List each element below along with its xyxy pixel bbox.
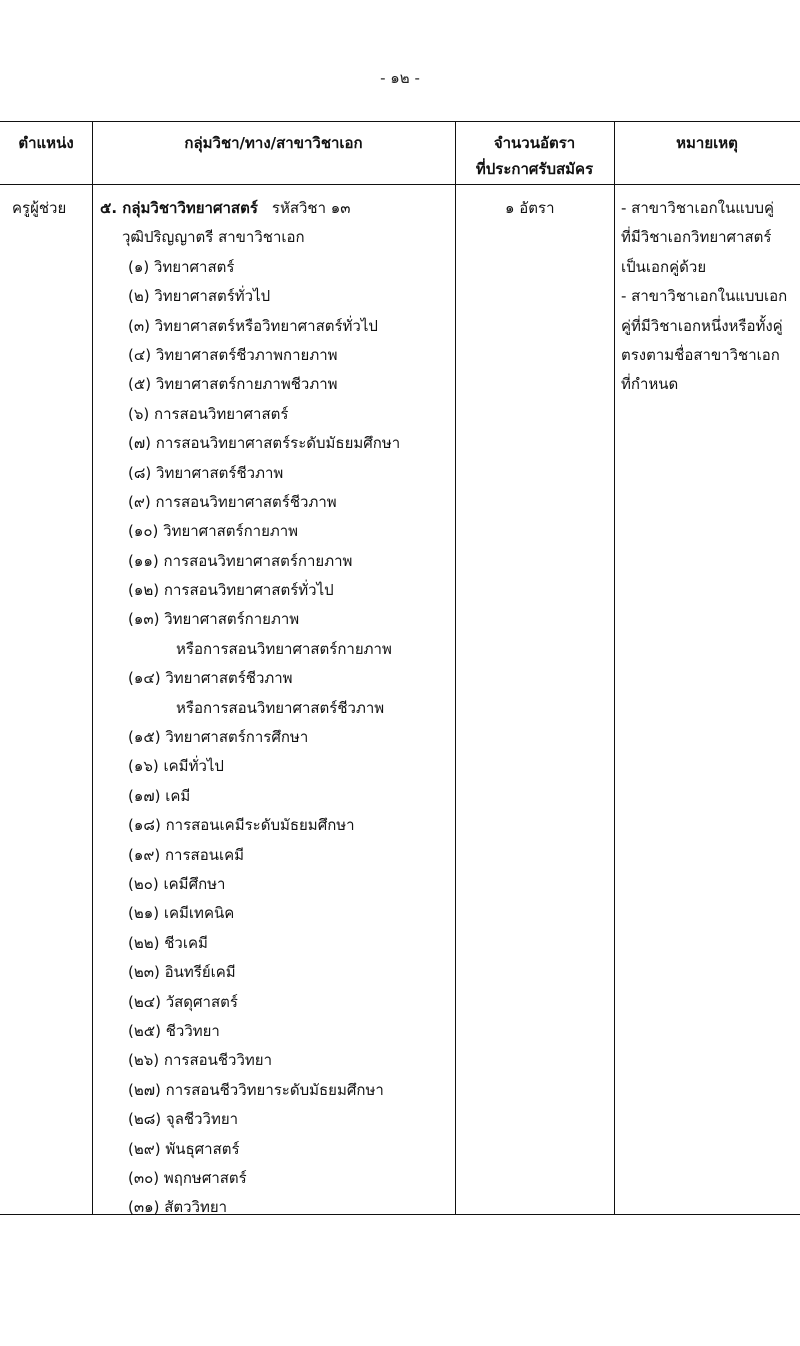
major-item: (๒๐) เคมีศึกษา [128, 874, 226, 893]
header-vacancies-line1: จำนวนอัตรา [493, 134, 576, 152]
remark-line: คู่ที่มีวิชาเอกหนึ่งหรือทั้งคู่ [621, 316, 783, 335]
remark-line: ที่กำหนด [621, 375, 679, 394]
major-item: (๓๐) พฤกษศาสตร์ [128, 1168, 247, 1187]
major-item: (๑๕) วิทยาศาสตร์การศึกษา [128, 728, 309, 747]
major-item: (๑๗) เคมี [128, 786, 191, 805]
major-item: (๑๑) การสอนวิทยาศาสตร์กายภาพ [128, 551, 353, 570]
major-item: (๒๔) วัสดุศาสตร์ [128, 992, 238, 1011]
header-position: ตำแหน่ง [18, 134, 74, 152]
group-title: ๕. กลุ่มวิชาวิทยาศาสตร์ [100, 199, 258, 217]
major-item: (๘) วิทยาศาสตร์ชีวภาพ [128, 463, 284, 482]
major-item: (๑๘) การสอนเคมีระดับมัธยมศึกษา [128, 816, 355, 835]
subject-cell [100, 194, 470, 1223]
major-item: (๓๑) สัตววิทยา [128, 1198, 228, 1217]
group-title-row [100, 194, 470, 223]
page-number: - ๑๒ - [380, 69, 420, 87]
major-item: (๒๖) การสอนชีววิทยา [128, 1051, 272, 1070]
major-item-continuation: หรือการสอนวิทยาศาสตร์กายภาพ [176, 639, 392, 658]
header-remarks: หมายเหตุ [676, 134, 738, 152]
major-item: (๑๐) วิทยาศาสตร์กายภาพ [128, 522, 299, 541]
remarks-cell [621, 194, 800, 400]
header-divider [0, 184, 800, 185]
major-item: (๕) วิทยาศาสตร์กายภาพชีวภาพ [128, 375, 338, 394]
major-item: (๑๙) การสอนเคมี [128, 845, 245, 864]
degree-line: วุฒิปริญญาตรี สาขาวิชาเอก [122, 228, 305, 247]
position-cell: ครูผู้ช่วย [12, 199, 67, 217]
major-item: (๒๒) ชีวเคมี [128, 933, 208, 952]
header-vacancies [455, 130, 614, 182]
remark-line: - สาขาวิชาเอกในแบบคู่ [621, 199, 775, 217]
major-item: (๒๕) ชีววิทยา [128, 1021, 220, 1040]
major-item: (๑๓) วิทยาศาสตร์กายภาพ [128, 610, 300, 629]
vacancy-table [0, 121, 800, 1215]
major-item: (๔) วิทยาศาสตร์ชีวภาพกายภาพ [128, 345, 338, 364]
major-item: (๑) วิทยาศาสตร์ [128, 257, 235, 276]
group-code: รหัสวิชา ๑๓ [271, 199, 351, 217]
major-item: (๓) วิทยาศาสตร์หรือวิทยาศาสตร์ทั่วไป [128, 316, 378, 335]
major-item-continuation: หรือการสอนวิทยาศาสตร์ชีวภาพ [176, 698, 385, 717]
remark-line: ที่มีวิชาเอกวิทยาศาสตร์ [621, 228, 772, 247]
header-subject: กลุ่มวิชา/ทาง/สาขาวิชาเอก [184, 134, 363, 152]
remark-line: ตรงตามชื่อสาขาวิชาเอก [621, 346, 780, 365]
major-item: (๒๘) จุลชีววิทยา [128, 1110, 239, 1129]
major-item: (๑๒) การสอนวิทยาศาสตร์ทั่วไป [128, 581, 334, 600]
major-item: (๒๓) อินทรีย์เคมี [128, 963, 236, 982]
column-divider [92, 122, 93, 1214]
major-item: (๒๙) พันธุศาสตร์ [128, 1139, 240, 1158]
major-item: (๒) วิทยาศาสตร์ทั่วไป [128, 287, 271, 306]
remark-line: - สาขาวิชาเอกในแบบเอก [621, 287, 788, 306]
major-item: (๒๗) การสอนชีววิทยาระดับมัธยมศึกษา [128, 1080, 384, 1099]
major-item: (๙) การสอนวิทยาศาสตร์ชีวภาพ [128, 492, 337, 511]
major-item: (๒๑) เคมีเทคนิค [128, 904, 235, 923]
vacancies-cell: ๑ อัตรา [505, 199, 555, 217]
header-vacancies-line2: ที่ประกาศรับสมัคร [475, 160, 594, 178]
major-item: (๑๖) เคมีทั่วไป [128, 757, 224, 776]
remark-line: เป็นเอกคู่ด้วย [621, 257, 707, 276]
major-item: (๗) การสอนวิทยาศาสตร์ระดับมัธยมศึกษา [128, 434, 401, 453]
major-item: (๑๔) วิทยาศาสตร์ชีวภาพ [128, 669, 293, 688]
column-divider [614, 122, 615, 1214]
major-item: (๖) การสอนวิทยาศาสตร์ [128, 404, 289, 423]
